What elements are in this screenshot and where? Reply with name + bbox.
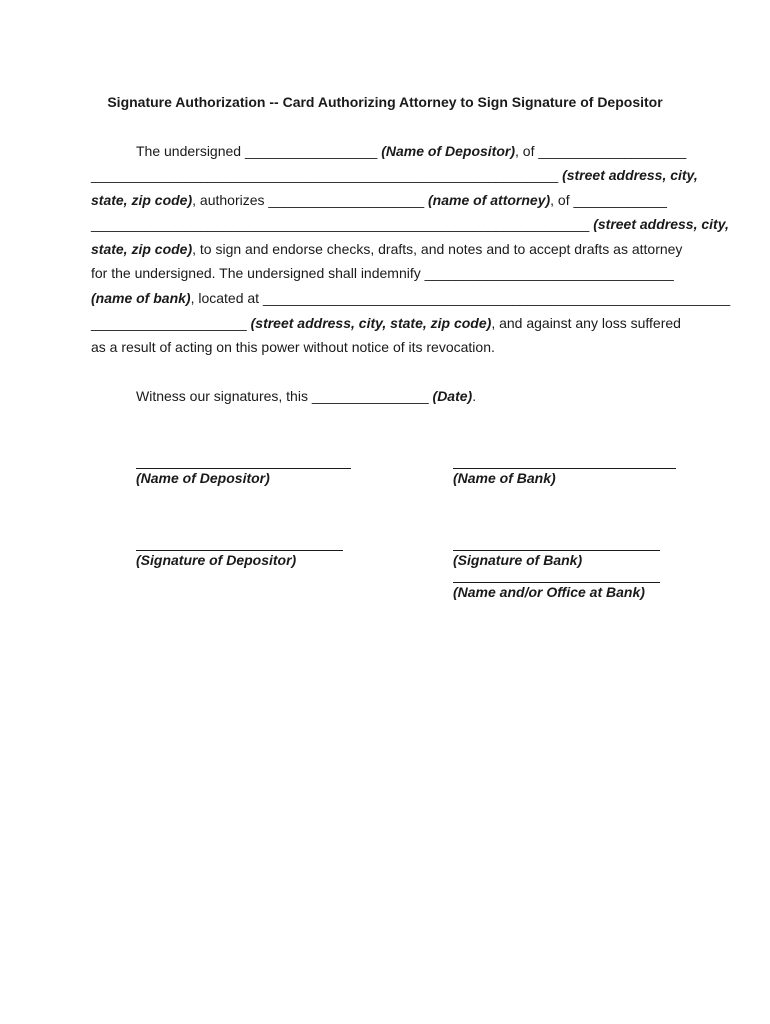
line-2-text: ____________________________________________________________	[91, 167, 563, 183]
bank-name-label: (Name of Bank)	[453, 470, 556, 486]
paragraph-line-5	[91, 240, 682, 258]
bank-office-label: (Name and/or Office at Bank)	[453, 584, 645, 600]
line-7-bold: (name of bank)	[91, 290, 191, 306]
witness-text: Witness our signatures, this _______________	[136, 388, 433, 404]
bank-signature-label: (Signature of Bank)	[453, 552, 583, 568]
witness-line	[136, 387, 476, 405]
line-3-bold-2: (name of attorney)	[428, 192, 551, 208]
witness-date-label: (Date)	[432, 388, 473, 404]
line-4-bold: (street address, city,	[593, 216, 729, 232]
paragraph-line-2	[91, 166, 698, 184]
depositor-name-label: (Name of Depositor)	[136, 470, 270, 486]
line-1-bold: (Name of Depositor)	[381, 143, 516, 159]
paragraph-line-6	[91, 264, 674, 282]
paragraph-line-9	[91, 338, 495, 356]
document-title: Signature Authorization -- Card Authorizing Attorney to Sign Signature of Depositor	[107, 94, 663, 110]
line-5-bold: state, zip code)	[91, 241, 193, 257]
paragraph-line-8	[91, 314, 681, 332]
line-1-text: The undersigned _________________	[136, 143, 382, 159]
line-8-tail: , and against any loss suffered	[491, 315, 681, 331]
line-5-text: , to sign and endorse checks, drafts, and notes and to accept drafts as attorney	[192, 241, 683, 257]
witness-tail: .	[472, 388, 477, 404]
line-3-tail: , of ____________	[550, 192, 667, 208]
line-4-text: ________________________________________________________________	[91, 216, 594, 232]
line-2-bold: (street address, city,	[562, 167, 698, 183]
line-1-tail: , of ___________________	[515, 143, 687, 159]
paragraph-line-1	[136, 142, 686, 160]
line-3-text: , authorizes ____________________	[192, 192, 429, 208]
paragraph-line-7	[91, 289, 730, 307]
line-8-bold: (street address, city, state, zip code)	[250, 315, 492, 331]
paragraph-line-4	[91, 215, 729, 233]
line-7-text: , located at ____________________________________________________________	[190, 290, 731, 306]
paragraph-line-3	[91, 191, 667, 209]
line-8-text: ____________________	[91, 315, 251, 331]
depositor-signature-label: (Signature of Depositor)	[136, 552, 297, 568]
line-9-text: as a result of acting on this power without notice of its revocation.	[91, 339, 495, 355]
line-3-bold: state, zip code)	[91, 192, 193, 208]
line-6-text: for the undersigned. The undersigned shall indemnify ________________________________	[91, 265, 674, 281]
